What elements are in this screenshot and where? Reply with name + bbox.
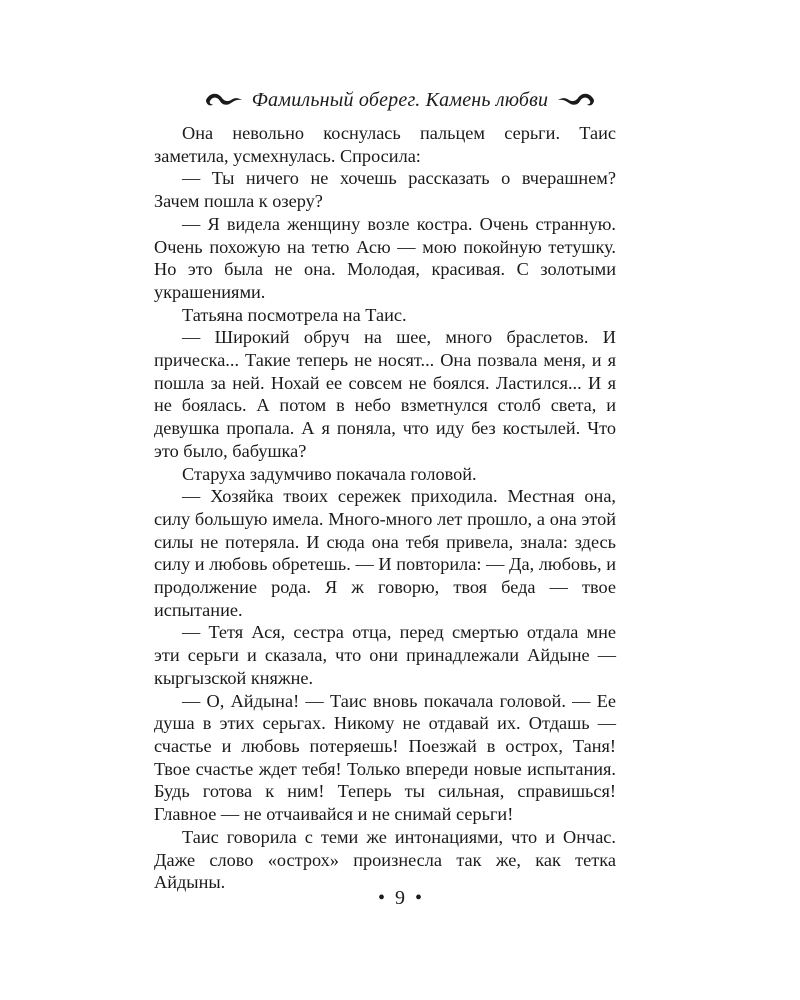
right-ornament-icon	[556, 89, 596, 111]
left-ornament-icon	[204, 89, 244, 111]
running-header	[0, 84, 800, 116]
paragraph: Старуха задумчиво покачала головой.	[182, 463, 477, 484]
paragraph: — Тетя Ася, сестра отца, перед смертью отдала мне эти серьги и сказала, что они принадлежали Айдыне — кыргызской княжне.	[154, 622, 616, 688]
paragraph: Татьяна посмотрела на Таис.	[182, 304, 407, 325]
paragraph: — Ты ничего не хочешь рассказать о вчерашнем? Зачем пошла к озеру?	[154, 168, 616, 212]
paragraph: Таис говорила с теми же интонациями, что и Ончас. Даже слово «острох» произнесла так же, как тетка Айдыны.	[154, 826, 616, 893]
page-body	[154, 122, 616, 894]
paragraph: — Широкий обруч на шее, много браслетов. И прическа... Такие теперь не носят... Она позвала меня, и я пошла за ней. Нохай ее совсем не боялся. Ластился... И я не боялась. А потом в небо взметнулся столб света, и девушка пропала. А я поняла, что иду без костылей. Что это было, бабушка?	[154, 327, 616, 461]
page-number: • 9 •	[377, 887, 422, 909]
paragraph: — Хозяйка твоих сережек приходила. Местная она, силу большую имела. Много-много лет прошло, а она этой силы не потеряла. И сюда она тебя привела, знала: здесь силу и любовь обретешь. — И повторила: — Да, любовь, и продолжение рода. Я ж говорю, твоя беда — твое испытание.	[154, 486, 616, 620]
paragraph: — Я видела женщину возле костра. Очень странную. Очень похожую на тетю Асю — мою покойную тетушку. Но это была не она. Молодая, красивая. С золотыми украшениями.	[154, 213, 616, 302]
running-title: Фамильный оберег. Камень любви	[251, 88, 549, 111]
paragraph: Она невольно коснулась пальцем серьги. Таис заметила, усмехнулась. Спросила:	[154, 123, 616, 166]
paragraph: — О, Айдына! — Таис вновь покачала головой. — Ее душа в этих серьгах. Никому не отдавай их. Отдашь — счастье и любовь потеряешь! Поезжай в острох, Таня! Твое счастье ждет тебя! Только впереди новые испытания. Будь готова к ним! Теперь ты сильная, справишься! Главное — не отчаивайся и не снимай серьги!	[154, 690, 616, 825]
